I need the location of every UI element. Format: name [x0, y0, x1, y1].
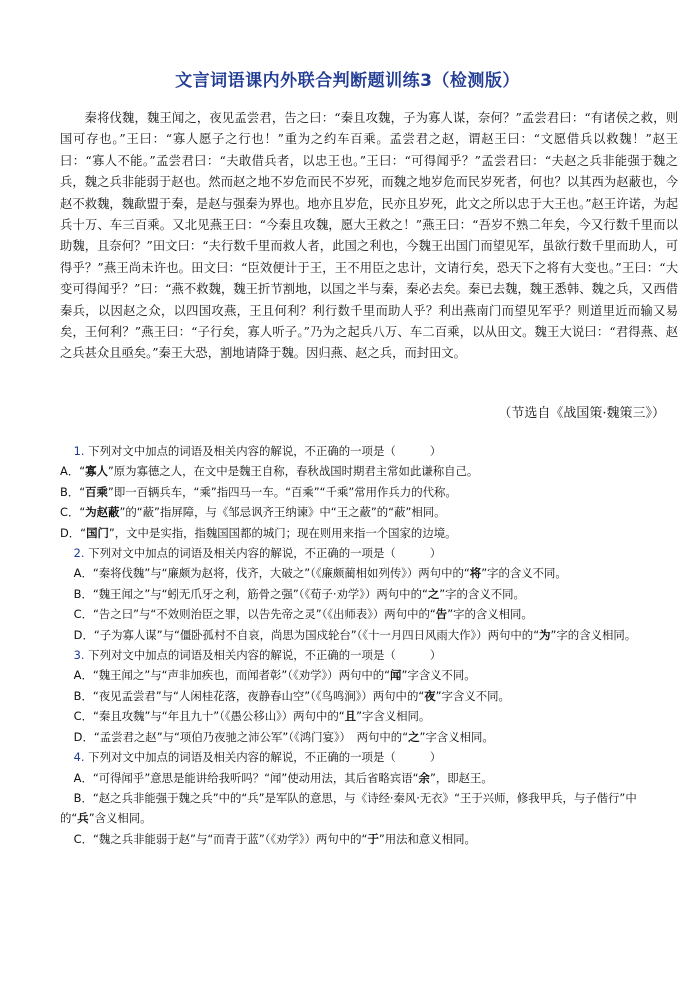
option-text-post: ”用法和意义相同。 — [378, 831, 476, 846]
option-text-post: ”，即赵王。 — [429, 770, 493, 785]
option-key-term: 兵 — [77, 811, 89, 826]
option-label: C． — [73, 607, 94, 622]
option-text-pre: “告之曰”与“不效则治臣之罪，以告先帝之灵”（《出师表》）两句中的“ — [93, 607, 436, 622]
option-text-pre: “秦且攻魏”与“年且九十”（《愚公移山》）两句中的“ — [93, 709, 345, 724]
option-text-pre: “魏王闻之”与“蚓无爪牙之利，筋骨之强”（《荀子·劝学》）两句中的“ — [92, 586, 428, 601]
option-key-term: 之 — [427, 586, 440, 601]
question-block — [60, 645, 678, 747]
answer-option[interactable] — [60, 829, 678, 849]
answer-option[interactable] — [60, 604, 678, 624]
page-title: 文言词语课内外联合判断题训练3（检测版） — [175, 71, 520, 91]
option-text-post: ”字的含义不同。 — [481, 566, 567, 581]
answer-option[interactable] — [60, 523, 678, 543]
answer-option[interactable] — [60, 482, 678, 502]
question-list — [60, 441, 678, 849]
option-label: D． — [73, 627, 94, 642]
option-label: A． — [73, 770, 93, 785]
passage-source: （节选自《战国策·魏策三》） — [498, 406, 665, 421]
option-key-term: 为赵蔽 — [85, 505, 120, 520]
question-number: 2. — [73, 546, 85, 561]
question-number: 3. — [73, 648, 85, 663]
answer-option[interactable] — [60, 665, 678, 685]
answer-option[interactable] — [60, 502, 678, 522]
option-key-term: 闻 — [390, 668, 402, 683]
answer-option[interactable] — [60, 788, 678, 829]
option-key-term: 百乘 — [85, 484, 108, 499]
answer-option[interactable] — [60, 706, 678, 726]
question-stem — [60, 543, 678, 563]
option-text-pre: “夜见孟尝君”与“人闲桂花落，夜静春山空”（《鸟鸣涧》）两句中的“ — [92, 688, 425, 703]
classical-passage: 秦将伐魏，魏王闻之，夜见孟尝君，告之曰：“秦且攻魏，子为寡人谋，奈何？”孟尝君曰：“有诸侯之救，则国可存也。”王曰：“寡人愿子之行也！”重为之约车百乘。孟尝君之赵，谓赵王曰：“文愿借兵以救魏！”赵王曰：“寡人不能。”孟尝君曰：“夫敢借兵者，以忠王也。”王曰：“可得闻乎？”孟尝君曰：“夫赵之兵非能强于魏之兵，魏之兵非能弱于赵也。然而赵之地不岁危而民不岁死，而魏之地岁危而民岁死者，何也？以其西为赵蔽也，今赵不救魏，魏歃盟于秦，是赵与强秦为界也。地亦且岁危，民亦且岁死，此文之所以忠于大王也。”赵王许诺，为起兵十万、车三百乘。又北见燕王曰：“今秦且攻魏，愿大王救之！”燕王曰：“吾岁不熟二年矣，今又行数千里而以助魏，且奈何？”田文曰：“夫行数千里而救人者，此国之利也，今魏王出国门而望见军，虽欲行数千里而助人，可得乎？”燕王尚未许也。田文曰：“臣效便计于王，王不用臣之忠计，文请行矣，恐天下之将有大变也。”王曰：“大变可得闻乎？”曰：“燕不救魏，魏王折节割地，以国之半与秦，秦必去矣。秦已去魏，魏王悉韩、魏之兵，又西借秦兵，以因赵之众，以四国攻燕，王且何利？利行数千里而助人乎？利出燕南门而望见军乎？则道里近而输又易矣，王何利？”燕王曰：“子行矣，寡人听子。”乃为之起兵八万、车二百乘，以从田文。魏王大说曰：“君得燕、赵之兵甚众且亟矣。”秦王大恐，割地请降于魏。因归燕、赵之兵，而封田文。 — [60, 111, 678, 361]
option-text-post: ”字含义不同。 — [435, 688, 510, 703]
question-stem — [60, 441, 678, 461]
option-label: C． — [73, 709, 94, 724]
answer-option[interactable] — [60, 584, 678, 604]
option-text-pre: “孟尝君之赵”与“项伯乃夜驰之沛公军”（《鸿门宴》） 两句中的“ — [93, 729, 409, 744]
option-text-post: ”原为寡德之人，在文中是魏王自称，春秋战国时期君主常如此谦称自己。 — [107, 464, 479, 479]
option-text-pre: “子为寡人谋”与“僵卧孤村不自哀，尚思为国戍轮台”（《十一月四日风雨大作》）两句中的“ — [93, 627, 540, 642]
option-text-pre: “魏之兵非能弱于赵”与“而青于蓝”（《劝学》）两句中的“ — [93, 831, 368, 846]
answer-option[interactable] — [60, 768, 678, 788]
question-text: 下列对文中加点的词语及相关内容的解说，不正确的一项是（ ） — [88, 444, 442, 458]
option-label: A． — [60, 464, 80, 479]
option-text-post: ”含义相同。 — [88, 811, 152, 826]
option-key-term: 寡人 — [85, 464, 108, 479]
option-text-post: ”字含义相同。 — [356, 709, 431, 724]
option-key-term: 为 — [539, 627, 551, 642]
option-text-pre: “ — [80, 525, 87, 540]
option-key-term: 将 — [469, 566, 482, 581]
option-text-pre: “ — [79, 505, 86, 520]
option-label: B． — [73, 688, 93, 703]
option-text-post: ”字的含义相同。 — [447, 607, 533, 622]
option-text-pre: “赵之兵非能强于魏之兵”中的“兵”是军队的意思，与《诗经·秦风·无衣》“王于兴师，修我甲兵，与子偕行”中的“ — [60, 790, 637, 826]
option-label: D． — [73, 729, 94, 744]
question-text: 下列对文中加点的词语及相关内容的解说，不正确的一项是（ ） — [88, 648, 442, 663]
option-text-post: ”即一百辆兵车，“乘”指四马一车。“百乘”“千乘”常用作兵力的代称。 — [107, 484, 457, 499]
option-text-post: ”字含义相同。 — [419, 729, 494, 744]
option-label: B． — [60, 484, 80, 499]
option-label: B． — [73, 790, 93, 805]
question-number: 4. — [73, 750, 85, 765]
option-text-post: ”字的含义不同。 — [439, 586, 525, 601]
option-label: D． — [60, 525, 81, 540]
answer-option[interactable] — [60, 625, 678, 645]
option-text-post: ”，文中是实指，指魏国国都的城门；现在则用来指一个国家的边境。 — [108, 525, 457, 540]
option-text-post: ”的“蔽”指屏障，与《邹忌讽齐王纳谏》中“王之蔽”的“蔽”相同。 — [119, 505, 446, 520]
option-text-pre: “ — [79, 464, 86, 479]
question-block — [60, 747, 678, 849]
answer-option[interactable] — [60, 727, 678, 747]
question-text: 下列对文中加点的词语及相关内容的解说，不正确的一项是（ ） — [88, 546, 442, 561]
option-label: A． — [73, 668, 93, 683]
question-number: 1. — [73, 444, 85, 458]
option-label: B． — [73, 586, 93, 601]
answer-option[interactable] — [60, 686, 678, 706]
option-key-term: 告 — [435, 607, 448, 622]
option-key-term: 之 — [408, 729, 420, 744]
option-key-term: 于 — [367, 831, 379, 846]
option-text-pre: “可得闻乎”意思是能讲给我听吗？“闻”使动用法，其后省略宾语“ — [92, 770, 419, 785]
question-stem — [60, 645, 678, 665]
question-text: 下列对文中加点的词语及相关内容的解说，不正确的一项是（ ） — [88, 750, 442, 765]
option-key-term: 国门 — [86, 525, 109, 540]
option-text-pre: “秦将伐魏”与“廉颇为赵将，伐齐，大破之”（《廉颇蔺相如列传》）两句中的“ — [92, 566, 470, 581]
answer-option[interactable] — [60, 461, 678, 481]
question-block — [60, 441, 678, 543]
option-key-term: 余 — [418, 770, 430, 785]
question-block — [60, 543, 678, 645]
option-text-pre: “ — [79, 484, 86, 499]
question-stem — [60, 747, 678, 767]
option-key-term: 且 — [344, 709, 357, 724]
option-label: C． — [60, 505, 80, 520]
option-text-pre: “魏王闻之”与“声非加疾也，而闻者彰”（《劝学》）两句中的“ — [92, 668, 391, 683]
option-label: A． — [73, 566, 93, 581]
option-key-term: 夜 — [424, 688, 436, 703]
option-text-post: ”字的含义相同。 — [550, 627, 637, 642]
option-text-post: ”字含义不同。 — [401, 668, 476, 683]
option-label: C． — [73, 831, 94, 846]
answer-option[interactable] — [60, 563, 678, 583]
